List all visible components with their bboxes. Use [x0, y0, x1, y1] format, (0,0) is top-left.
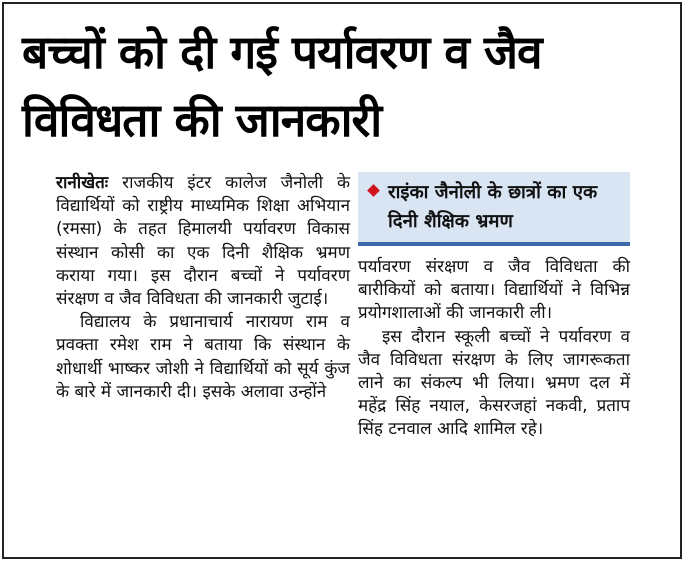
highlight-box	[358, 172, 630, 246]
headline: बच्चों को दी गई पर्यावरण व जैव विविधता की जानकारी	[22, 25, 542, 147]
paragraph-1-text: राजकीय इंटर कालेज जैनोली के विद्यार्थियों को राष्ट्रीय माध्यमिक शिक्षा अभियान (रमसा) के तहत हिमालयी पर्यावरण विकास संस्थान कोसी का एक दिनी शैक्षिक भ्रमण कराया गया। इस दौरान बच्चों ने पर्यावरण संरक्षण व जैव विविधता की जानकारी जुटाई।	[56, 173, 351, 310]
paragraph-1	[56, 172, 350, 311]
dateline: रानीखेतः	[56, 173, 109, 193]
paragraph-2: विद्यालय के प्रधानाचार्य नारायण राम व प्रवक्ता रमेश राम ने बताया कि संस्थान के शोधार्थी भाष्कर जोशी ने विद्यार्थियों को सूर्य कुंज के बारे में जानकारी दी। इसके अलावा उन्होंने	[56, 312, 350, 402]
highlight-text: राइंका जैनोली के छात्रों का एक दिनी शैक्षिक भ्रमण	[388, 182, 598, 232]
diamond-bullet-icon	[367, 184, 380, 197]
paragraph-3: पर्यावरण संरक्षण व जैव विविधता की बारीकियों को बताया। विद्यार्थियों ने विभिन्न प्रयोगशालाओं की जानकारी ली।	[358, 257, 630, 324]
paragraph-4: इस दौरान स्कूली बच्चों ने पर्यावरण व जैव विविधता संरक्षण के लिए जागरूकता लाने का संकल्प भी लिया। भ्रमण दल में महेंद्र सिंह नयाल, केसरजहां नकवी, प्रताप सिंह टनवाल आदि शामिल रहे।	[358, 326, 630, 440]
right-column	[358, 256, 630, 442]
left-column	[56, 172, 350, 404]
